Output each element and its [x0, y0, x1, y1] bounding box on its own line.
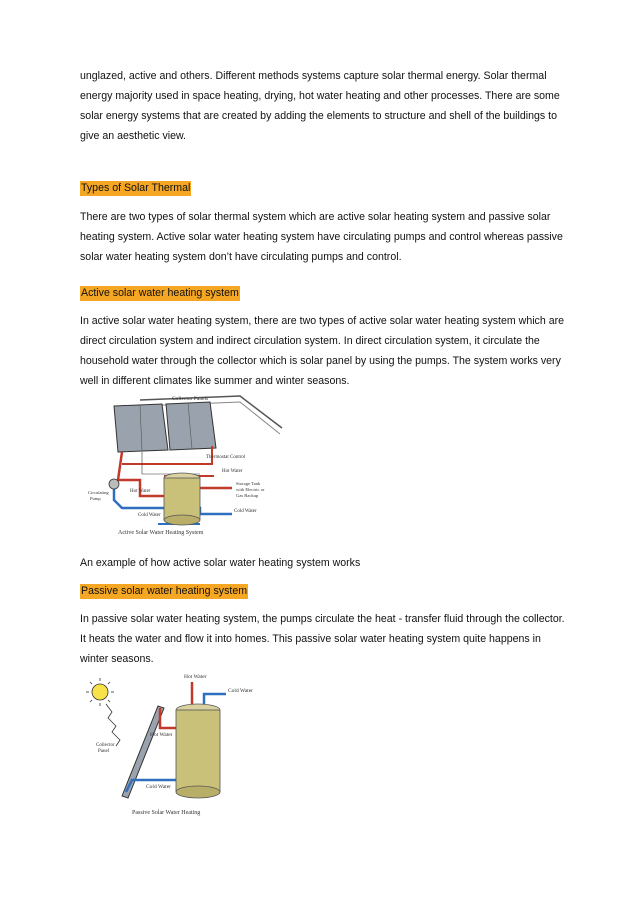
label-hot-water-in: Hot Water [130, 489, 151, 494]
example-caption-text: An example of how active solar water heating system works [80, 557, 361, 569]
label-hot-water-top: Hot Water [184, 674, 207, 680]
passive-diagram-caption: Passive Solar Water Heating [132, 810, 201, 816]
label-storage-tank-3: Gas Backup [236, 493, 259, 498]
label-cold-water-top: Cold Water [228, 688, 253, 694]
label-collector-2: Panel [98, 749, 110, 754]
label-storage-tank-1: Storage Tank [236, 481, 261, 486]
types-paragraph: There are two types of solar thermal system which are active solar heating system and passive solar heating system. Active solar water heating system have circulating pumps and control whereas passive solar water heating system don’t have circulating pumps and control. [80, 211, 563, 263]
label-hot-water-middle: Hot Water [150, 732, 173, 738]
active-paragraph: In active solar water heating system, there are two types of active solar water heating system which are direct circulation system and indirect circulation system. In direct circulation system, it circulate the household water through the collector which is solar panel by using the pumps. The system works very well in different climates like summer and winter seasons. [80, 315, 565, 387]
heading-active-solar-water-heating: Active solar water heating system [81, 287, 239, 299]
active-diagram-caption: Active Solar Water Heating System [118, 530, 204, 536]
label-circulating-pump-2: Pump [90, 496, 101, 501]
label-collector-1: Collector [96, 743, 115, 748]
passive-paragraph: In passive solar water heating system, the pumps circulate the heat - transfer fluid through the collector. It heats the water and flow it into homes. This passive solar water heating system quite happens in winter seasons. [80, 613, 565, 665]
label-thermostat-control: Thermostat Control [206, 455, 246, 460]
sun-icon [86, 678, 114, 706]
heading-passive-solar-water-heating: Passive solar water heating system [81, 585, 248, 597]
label-collector-panels: Collector Panels [172, 396, 209, 402]
active-solar-water-heating-diagram [82, 388, 312, 536]
label-storage-tank-2: with Electric or [236, 487, 265, 492]
intro-paragraph: unglazed, active and others. Different methods systems capture solar thermal energy. Solar thermal energy majority used in space heating, drying, hot water heating and other processes. There are some solar energy systems that are created by adding the elements to structure and shell of the buildings to give an aesthetic view. [80, 70, 560, 142]
label-cold-water-bottom: Cold Water [146, 784, 171, 790]
label-circulating-pump-1: Circulating [88, 490, 109, 495]
label-cold-water-left: Cold Water [138, 513, 161, 518]
passive-solar-water-heating-diagram [82, 668, 272, 818]
label-hot-water-out: Hot Water [222, 469, 243, 474]
label-cold-water-right: Cold Water [234, 509, 257, 514]
heading-types-of-solar-thermal: Types of Solar Thermal [81, 182, 191, 194]
